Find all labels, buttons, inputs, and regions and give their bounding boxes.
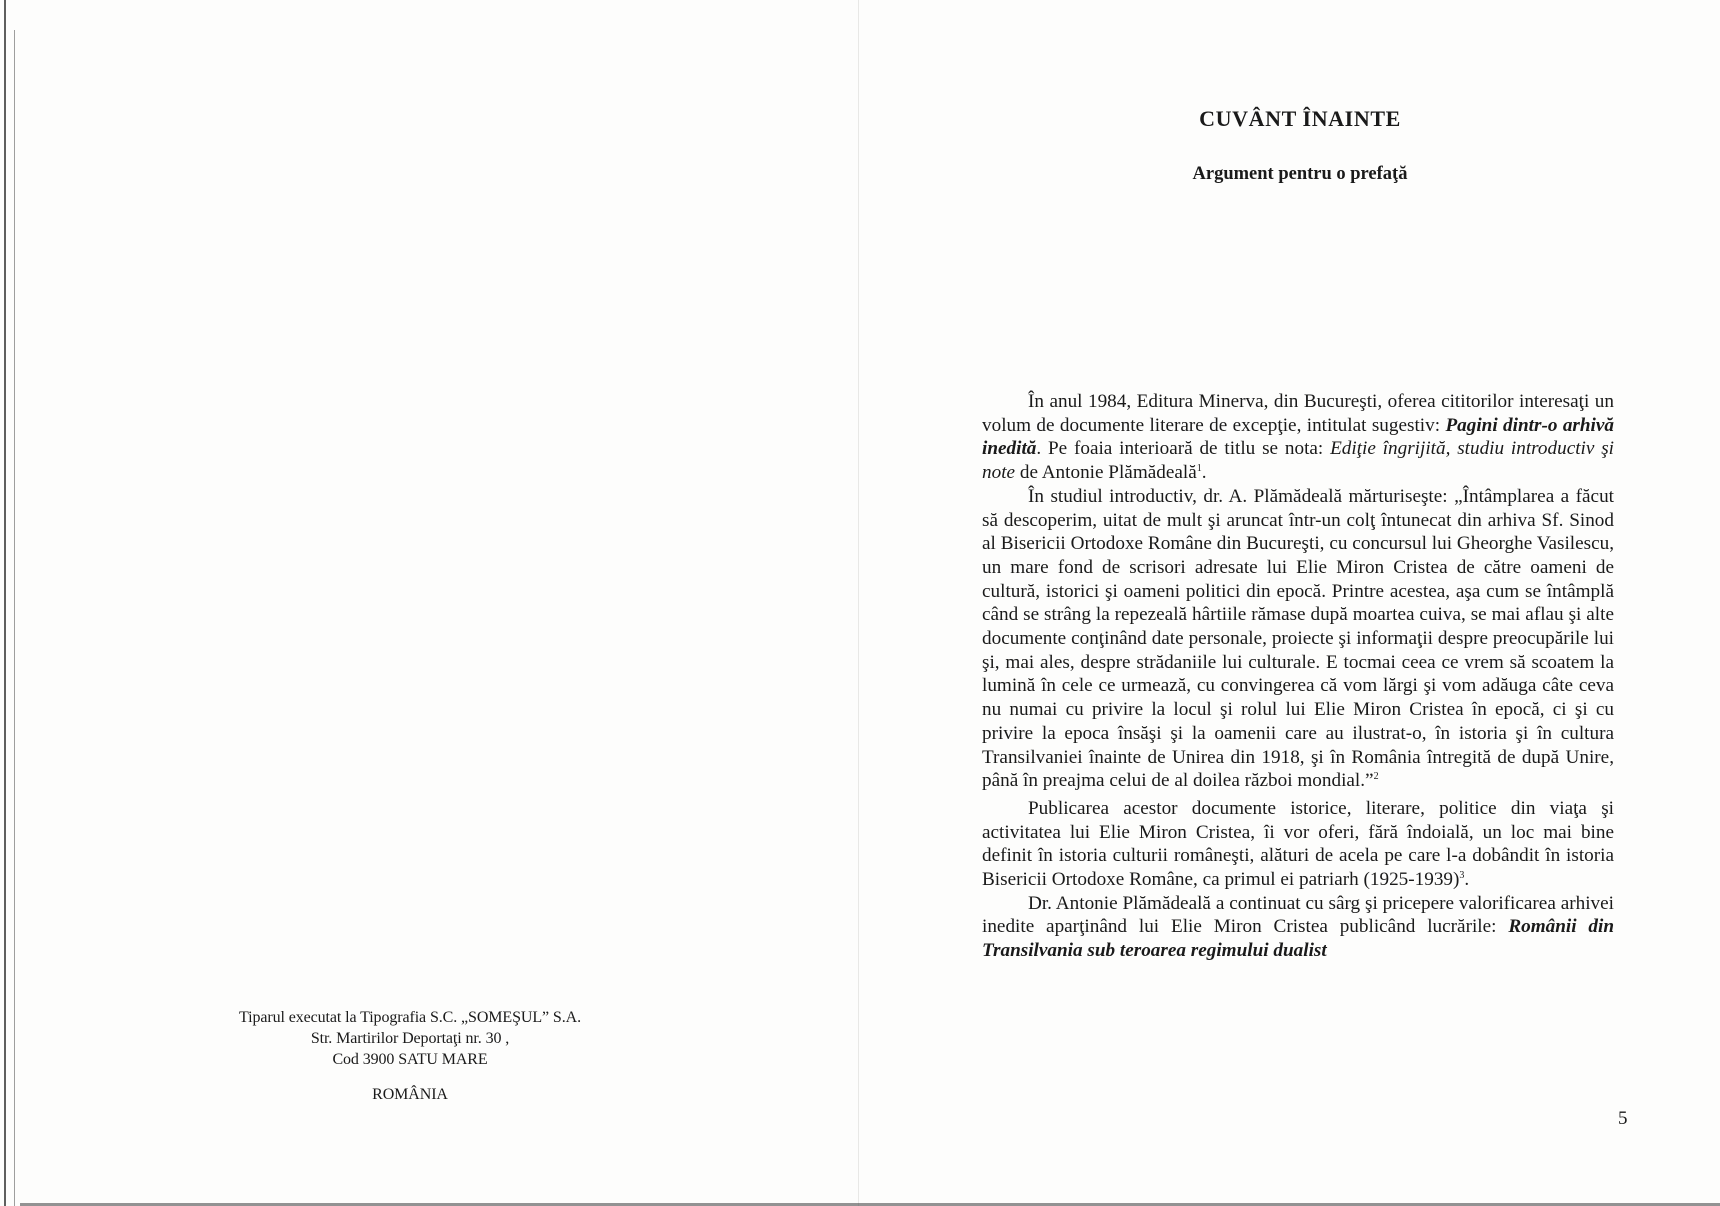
paragraph-1: În anul 1984, Editura Minerva, din Bucureşti, oferea cititorilor interesaţi un volum de documente literare de excepţie, intitulat sugestiv: Pagini dintr-o arhivă inedită. Pe foaia interioară de titlu se nota: Ediţie îngrijită, studiu introductiv şi note de Antonie Plămădeală$^1$. <box>982 391 1615 484</box>
imprint-printer-line: Tiparul executat la Tipografia S.C. „SOMEŞUL” S.A. <box>239 1009 581 1026</box>
footnote-ref-1: 1 <box>1196 463 1202 475</box>
body-text <box>982 390 1614 963</box>
binding-edge-line <box>4 0 6 1206</box>
imprint-address-line: Str. Martirilor Deportaţi nr. 30 , <box>310 1030 510 1047</box>
work-title: Românii din Transilvania sub teroarea regimului dualist <box>982 916 1614 962</box>
imprint-country: ROMÂNIA <box>372 1086 448 1103</box>
chapter-subtitle: Argument pentru o prefaţă <box>1192 164 1408 184</box>
footnote-ref-3: 3 <box>1459 870 1465 882</box>
page-gutter <box>858 0 859 1206</box>
edition-note: Ediţie îngrijită, studiu introductiv şi note <box>982 438 1615 484</box>
chapter-title: CUVÂNT ÎNAINTE <box>1199 106 1401 131</box>
paragraph-2: În studiul introductiv, dr. A. Plămădeală mărturiseşte: „Întâmplarea a făcut să descoperim, uitat de mult şi aruncat într-un colţ întunecat din arhiva Sf. Sinod al Bisericii Ortodoxe Române din Bucureşti, cu concursul lui Gheorghe Vasilescu, un mare fond de scrisori adresate lui Elie Miron Cristea de către oameni de cultură, istorici şi oameni politici din epocă. Printre acestea, aşa cum se întâmplă când se strâng la repezeală hârtiile rămase după moartea cuiva, se mai aflau şi alte documente conţinând date personale, proiecte şi informaţii despre preocupările lui şi, mai ales, despre strădaniile lui culturale. E tocmai ceea ce vrem să scoatem la lumină în cele ce urmează, cu convingerea că vom lărgi şi vom adăuga câte ceva nu numai cu privire la locul şi rolul lui Elie Miron Cristea în epocă, ci şi cu privire la epoca însăşi şi la oamenii care au ilustrat-o, în istoria şi în cultura Transilvaniei înainte de Unirea din 1918, şi în România întregită de după Unire, până în preajma celui de al doilea război mondial.”$^2$ <box>982 485 1614 792</box>
paragraph-4: Dr. Antonie Plămădeală a continuat cu sârg şi pricepere valorificarea arhivei inedite aparţinând lui Elie Miron Cristea publicând lucrările: Românii din Transilvania sub teroarea regimului dualist <box>982 892 1614 962</box>
printer-imprint <box>160 1007 660 1105</box>
book-title: Pagini dintr-o arhivă inedită <box>982 414 1614 460</box>
page-number: 5 <box>1618 1108 1628 1129</box>
footnote-ref-2: 2 <box>1373 771 1379 783</box>
paragraph-3: Publicarea acestor documente istorice, literare, politice din viaţa şi activitatea lui Elie Miron Cristea, îi vor oferi, fără îndoială, un loc mai bine definit în istoria culturii româneşti, alături de acela pe care l-a dobândit în istoria Bisericii Ortodoxe Române, ca primul ei patriarh (1925-1939)$^3$. <box>982 797 1614 891</box>
imprint-city-line: Cod 3900 SATU MARE <box>332 1051 488 1068</box>
binding-edge-shadow <box>14 30 15 1206</box>
